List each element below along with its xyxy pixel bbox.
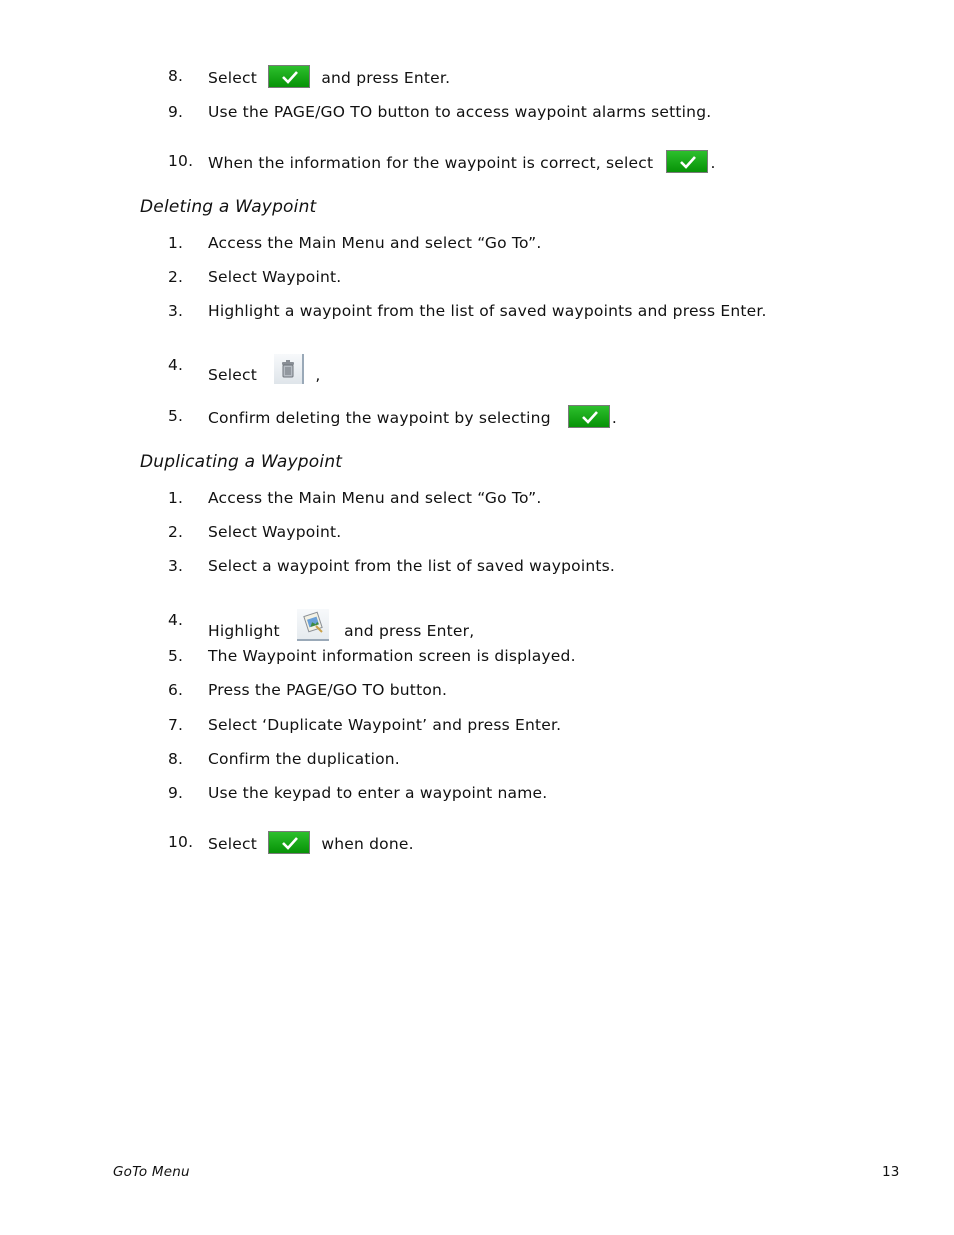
item-number: 1. xyxy=(168,489,184,507)
item-text: Select Waypoint. xyxy=(208,268,342,286)
item-number: 1. xyxy=(168,234,184,252)
item-text: When the information for the waypoint is correct, select xyxy=(208,154,654,172)
item-number: 5. xyxy=(168,647,184,665)
item-text: Access the Main Menu and select “Go To”. xyxy=(208,234,542,252)
item-text: , xyxy=(315,366,321,384)
item-text: . xyxy=(611,409,618,427)
item-text: Select Waypoint. xyxy=(208,523,342,541)
item-number: 9. xyxy=(168,784,184,802)
item-text: Access the Main Menu and select “Go To”. xyxy=(208,489,542,507)
section-heading-deleting: Deleting a Waypoint xyxy=(140,197,317,217)
check-icon xyxy=(568,405,610,428)
check-icon xyxy=(666,150,708,173)
item-number: 4. xyxy=(168,356,184,374)
trash-icon xyxy=(274,354,304,384)
item-text: when done. xyxy=(321,835,414,853)
item-number: 6. xyxy=(168,681,184,699)
item-number: 10. xyxy=(168,833,194,851)
footer-section-title: GoTo Menu xyxy=(113,1164,190,1180)
check-icon xyxy=(268,65,310,88)
item-text: Select a waypoint from the list of saved waypoints. xyxy=(208,557,616,575)
item-text: Select xyxy=(208,69,258,87)
item-text: Highlight a waypoint from the list of saved waypoints and press Enter. xyxy=(208,302,767,320)
item-text: Select xyxy=(208,366,258,384)
item-text: Select xyxy=(208,835,258,853)
item-number: 7. xyxy=(168,716,184,734)
item-number: 4. xyxy=(168,611,184,629)
item-number: 10. xyxy=(168,152,194,170)
item-number: 5. xyxy=(168,407,184,425)
page-number: 13 xyxy=(882,1164,900,1180)
item-number: 8. xyxy=(168,750,184,768)
item-text: Use the PAGE/GO TO button to access waypoint alarms setting. xyxy=(208,103,712,121)
item-text: Press the PAGE/GO TO button. xyxy=(208,681,448,699)
item-number: 8. xyxy=(168,67,184,85)
item-number: 9. xyxy=(168,103,184,121)
item-text: and press Enter, xyxy=(344,622,475,640)
item-text: Confirm deleting the waypoint by selecting xyxy=(208,409,551,427)
item-text: Use the keypad to enter a waypoint name. xyxy=(208,784,548,802)
item-text: . xyxy=(710,154,716,172)
item-text: Select ‘Duplicate Waypoint’ and press Enter. xyxy=(208,716,562,734)
item-number: 3. xyxy=(168,557,184,575)
item-number: 2. xyxy=(168,268,184,286)
item-text: Confirm the duplication. xyxy=(208,750,400,768)
item-text: and press Enter. xyxy=(321,69,451,87)
item-text: The Waypoint information screen is displayed. xyxy=(208,647,576,665)
duplicate-waypoint-icon xyxy=(297,609,329,641)
item-text: Highlight xyxy=(208,622,280,640)
item-number: 3. xyxy=(168,302,184,320)
check-icon xyxy=(268,831,310,854)
item-number: 2. xyxy=(168,523,184,541)
section-heading-duplicating: Duplicating a Waypoint xyxy=(140,452,343,472)
